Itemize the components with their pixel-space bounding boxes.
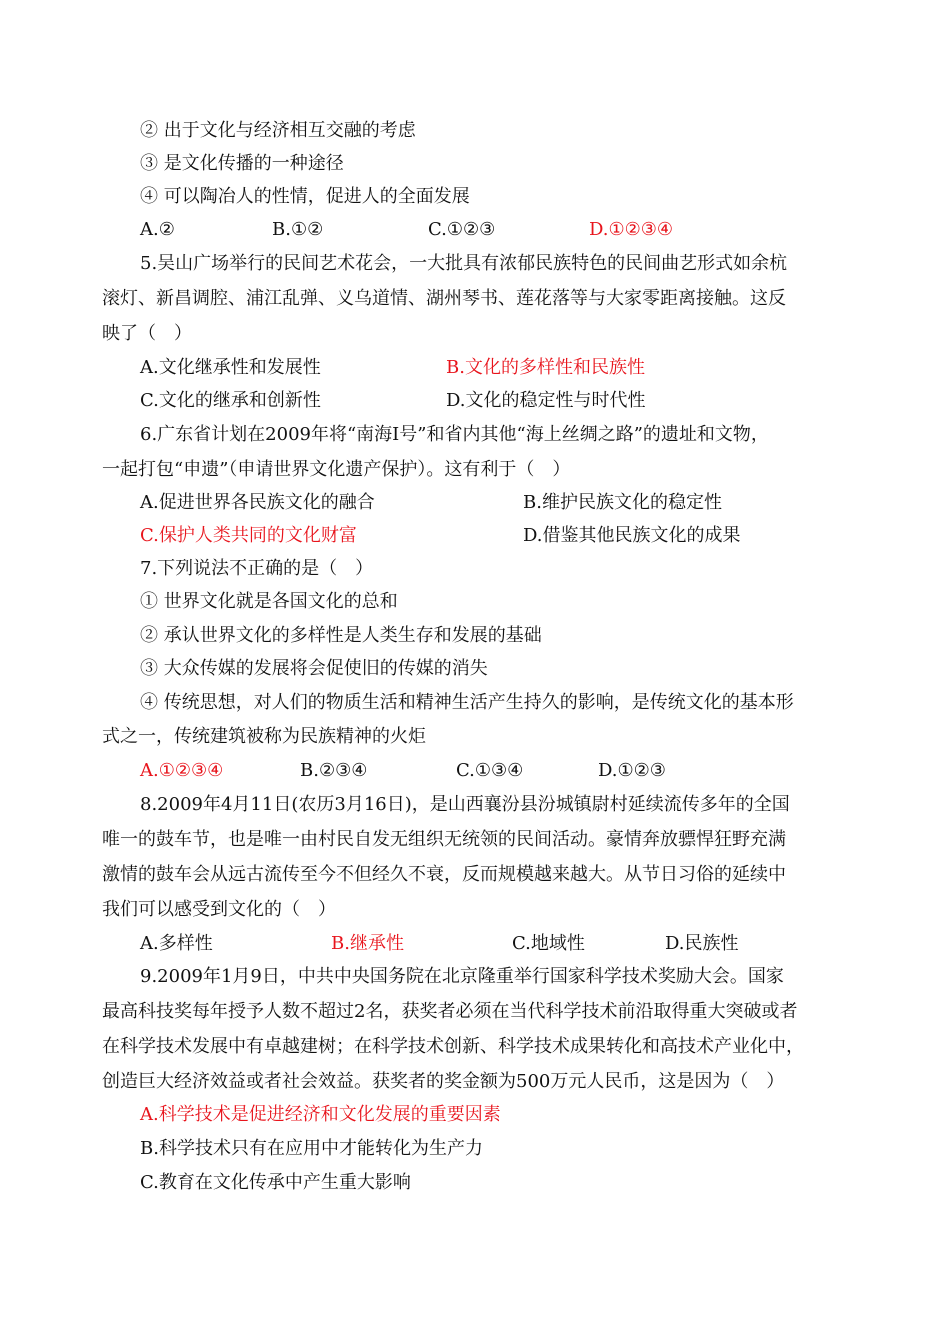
q4-option-d-answer: D.①②③④ [589, 219, 674, 240]
q5-option-d: D.文化的稳定性与时代性 [446, 390, 646, 411]
q7-option-d: D.①②③ [598, 760, 666, 781]
q7-item-3: ③ 大众传媒的发展将会促使旧的传媒的消失 [140, 658, 488, 679]
q6-stem-line-2: 一起打包“申遗”（申请世界文化遗产保护）。这有利于（ ） [102, 459, 571, 480]
q6-option-d: D.借鉴其他民族文化的成果 [523, 525, 741, 546]
q9-stem-line-3: 在科学技术发展中有卓越建树；在科学技术创新、科学技术成果转化和高技术产业化中， [102, 1036, 804, 1057]
q7-option-c: C.①③④ [456, 760, 524, 781]
q9-stem-line-4: 创造巨大经济效益或者社会效益。获奖者的奖金额为500万元人民币，这是因为（ ） [102, 1071, 785, 1092]
q8-stem-line-4: 我们可以感受到文化的（ ） [102, 899, 336, 920]
q5-stem-line-3: 映了（ ） [102, 323, 192, 344]
q4-item-3: ③ 是文化传播的一种途径 [140, 153, 344, 174]
q9-option-b: B.科学技术只有在应用中才能转化为生产力 [140, 1138, 483, 1159]
q8-option-d: D.民族性 [665, 933, 739, 954]
q9-option-a-answer: A.科学技术是促进经济和文化发展的重要因素 [140, 1104, 501, 1125]
q6-option-c-answer: C.保护人类共同的文化财富 [140, 525, 357, 546]
q8-option-c: C.地域性 [512, 933, 585, 954]
q5-stem-line-1: 5.吴山广场举行的民间艺术花会，一大批具有浓郁民族特色的民间曲艺形式如余杭 [140, 253, 788, 274]
q6-option-a: A.促进世界各民族文化的融合 [140, 492, 375, 513]
q9-stem-line-2: 最高科技奖每年授予人数不超过2名，获奖者必须在当代科学技术前沿取得重大突破或者 [102, 1001, 798, 1022]
q7-item-4-cont: 式之一，传统建筑被称为民族精神的火炬 [102, 726, 426, 747]
q7-item-4: ④ 传统思想，对人们的物质生活和精神生活产生持久的影响，是传统文化的基本形 [140, 692, 794, 713]
q7-option-b: B.②③④ [300, 760, 368, 781]
q4-item-2: ② 出于文化与经济相互交融的考虑 [140, 120, 416, 141]
q5-option-a: A.文化继承性和发展性 [140, 357, 321, 378]
q8-stem-line-3: 激情的鼓车会从远古流传至今不但经久不衰，反而规模越来越大。从节日习俗的延续中 [102, 864, 786, 885]
q4-item-4: ④ 可以陶冶人的性情，促进人的全面发展 [140, 186, 470, 207]
q7-option-a-answer: A.①②③④ [140, 760, 224, 781]
q5-stem-line-2: 滚灯、新昌调腔、浦江乱弹、义乌道情、湖州琴书、莲花落等与大家零距离接触。这反 [102, 288, 786, 309]
q9-option-c: C.教育在文化传承中产生重大影响 [140, 1172, 411, 1193]
q6-stem-line-1: 6.广东省计划在2009年将“南海Ⅰ号”和省内其他“海上丝绸之路”的遗址和文物， [140, 424, 769, 445]
q5-option-c: C.文化的继承和创新性 [140, 390, 321, 411]
q7-item-1: ① 世界文化就是各国文化的总和 [140, 591, 398, 612]
q8-option-a: A.多样性 [140, 933, 213, 954]
q7-stem: 7.下列说法不正确的是（ ） [140, 558, 374, 579]
q4-option-c: C.①②③ [428, 219, 496, 240]
q8-stem-line-2: 唯一的鼓车节，也是唯一由村民自发无组织无统领的民间活动。豪情奔放骠悍狂野充满 [102, 829, 786, 850]
q9-stem-line-1: 9.2009年1月9日，中共中央国务院在北京隆重举行国家科学技术奖励大会。国家 [140, 966, 784, 987]
q5-option-b-answer: B.文化的多样性和民族性 [446, 357, 645, 378]
q7-item-2: ② 承认世界文化的多样性是人类生存和发展的基础 [140, 625, 542, 646]
q8-option-b-answer: B.继承性 [331, 933, 404, 954]
q4-option-b: B.①② [272, 219, 324, 240]
q4-option-a: A.② [140, 219, 175, 240]
q6-option-b: B.维护民族文化的稳定性 [523, 492, 722, 513]
q8-stem-line-1: 8.2009年4月11日(农历3月16日)，是山西襄汾县汾城镇尉村延续流传多年的全国 [140, 794, 790, 815]
